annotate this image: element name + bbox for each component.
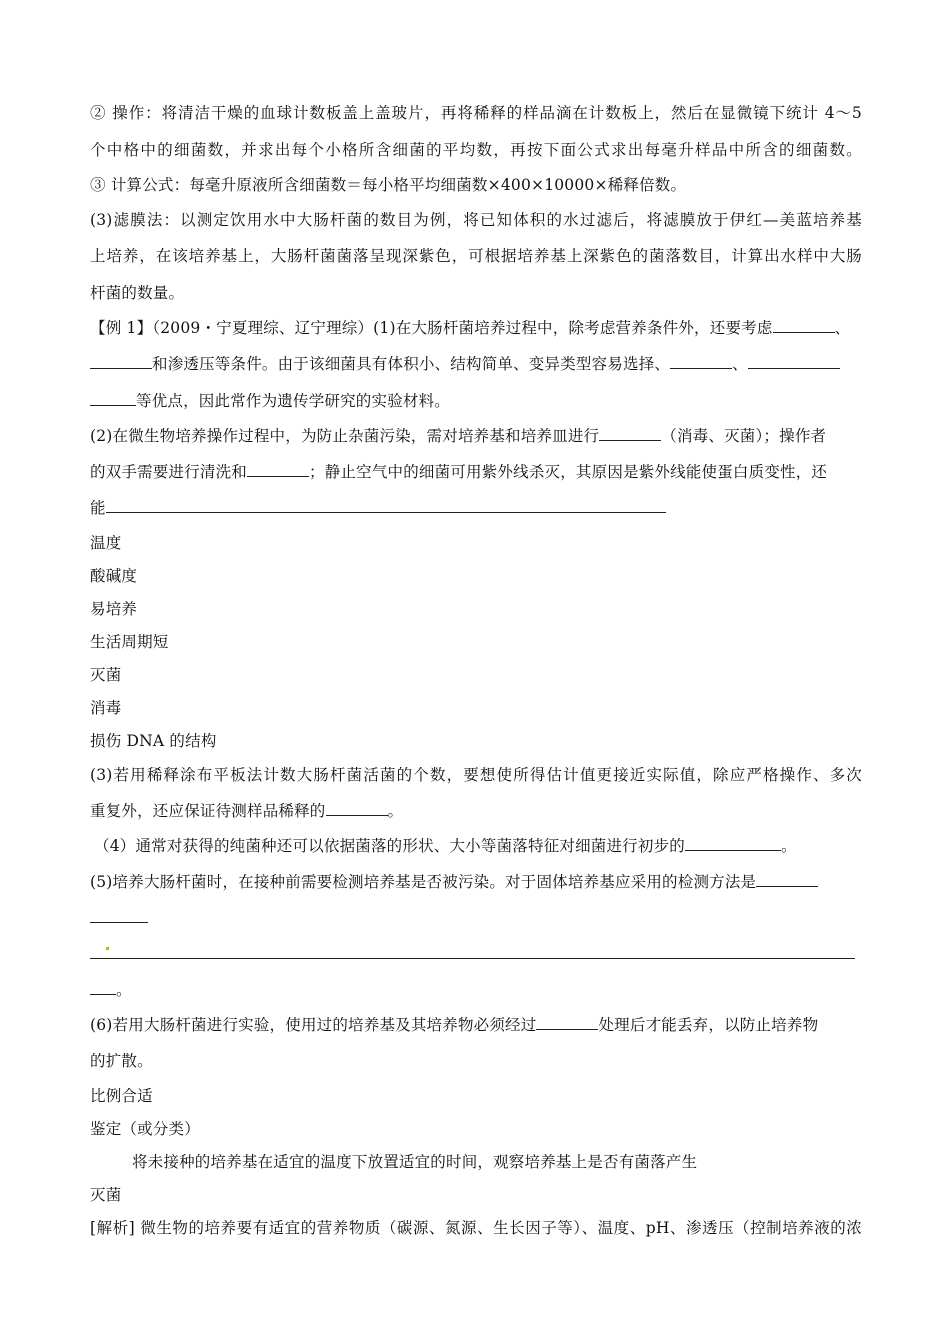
question-text: 【例 1】（2009・宁夏理综、辽宁理综）(1)在大肠杆菌培养过程中，除考虑营养条件外，还要考虑 [90,319,773,337]
punctuation: 。 [387,802,404,820]
question-text: （消毒、灭菌）；操作者 [661,427,827,445]
stray-mark [106,947,109,950]
question-text: 处理后才能丢弃，以防止培养物 [598,1016,819,1034]
answer-blank [90,944,855,959]
answer-blank [748,354,840,369]
punctuation: 。 [116,981,132,999]
answer-blank [90,908,148,923]
answer-blank [90,391,136,406]
text-line: (3)滤膜法：以测定饮用水中大肠杆菌的数目为例，将已知体积的水过滤后，将滤膜放于伊红—美蓝培养基 [90,211,862,229]
answer-text: 生活周期短 [90,633,169,651]
answer-blank [670,354,732,369]
question-text: （4）通常对获得的纯菌种还可以依据菌落的形状、大小等菌落特征对细菌进行初步的 [94,837,685,855]
answer-text: 易培养 [90,600,138,618]
question-text: 等优点，因此常作为遗传学研究的实验材料。 [136,392,451,410]
answer-text: 温度 [90,534,122,552]
question-text: 能 [90,499,106,517]
question-text: ；静止空气中的细菌可用紫外线杀灭，其原因是紫外线能使蛋白质变性，还 [309,463,828,481]
analysis-text: [解析] 微生物的培养要有适宜的营养物质（碳源、氮源、生长因子等）、温度、pH、渗透压（控制培养液的浓 [90,1219,862,1237]
answer-text: 将未接种的培养基在适宜的温度下放置适宜的时间，观察培养基上是否有菌落产生 [132,1153,698,1171]
answer-text: 损伤 DNA 的结构 [90,732,217,750]
text-line: 杆菌的数量。 [90,284,185,302]
question-line [90,425,862,447]
question-line [90,800,862,822]
answer-text: 灭菌 [90,666,122,684]
text-line: ② 操作：将清洁干燥的血球计数板盖上盖玻片，再将稀释的样品滴在计数板上，然后在显微镜下统计 4～5 [90,104,862,122]
question-text: 和渗透压等条件。由于该细菌具有体积小、结构简单、变异类型容易选择、 [152,355,671,373]
text-line: 的扩散。 [90,1052,153,1070]
question-line [90,871,862,893]
question-text: 重复外，还应保证待测样品稀释的 [90,802,326,820]
answer-text: 比例合适 [90,1087,153,1105]
question-line [90,497,862,519]
answer-blank [773,318,835,333]
answer-text: 酸碱度 [90,567,138,585]
question-text: 的双手需要进行清洗和 [90,463,248,481]
answer-blank [599,426,661,441]
answer-text: 灭菌 [90,1186,122,1204]
question-line [90,317,862,339]
answer-blank [326,801,388,816]
question-line [90,390,862,412]
question-text: (6)若用大肠杆菌进行实验，使用过的培养基及其培养物必须经过 [90,1016,537,1034]
question-line [94,835,866,857]
blank-line [90,943,862,965]
question-line [90,1014,862,1036]
answer-blank [90,354,152,369]
question-text: (5)培养大肠杆菌时，在接种前需要检测培养基是否被污染。对于固体培养基应采用的检测方法是 [90,873,757,891]
question-line [90,979,862,1001]
answer-blank [106,498,666,513]
answer-text: 鉴定（或分类） [90,1120,200,1138]
answer-blank [90,980,116,995]
punctuation: 、 [834,319,851,337]
blank-line [90,907,862,929]
punctuation: 、 [732,355,748,373]
question-text: (2)在微生物培养操作过程中，为防止杂菌污染，需对培养基和培养皿进行 [90,427,600,445]
answer-blank [756,872,818,887]
text-line: ③ 计算公式：每毫升原液所含细菌数＝每小格平均细菌数×400×10000×稀释倍数。 [90,176,687,194]
text-line: (3)若用稀释涂布平板法计数大肠杆菌活菌的个数，要想使所得估计值更接近实际值，除应严格操作、多次 [90,766,862,784]
answer-blank [685,836,781,851]
question-line [90,461,862,483]
text-line: 上培养，在该培养基上，大肠杆菌菌落呈现深紫色，可根据培养基上深紫色的菌落数目，计算出水样中大肠 [90,247,862,265]
question-line [90,353,862,375]
text-line: 个中格中的细菌数，并求出每个小格所含细菌的平均数，再按下面公式求出每毫升样品中所含的细菌数。 [90,141,862,159]
punctuation: 。 [780,837,797,855]
answer-blank [247,462,309,477]
answer-blank [536,1015,598,1030]
answer-text: 消毒 [90,699,122,717]
